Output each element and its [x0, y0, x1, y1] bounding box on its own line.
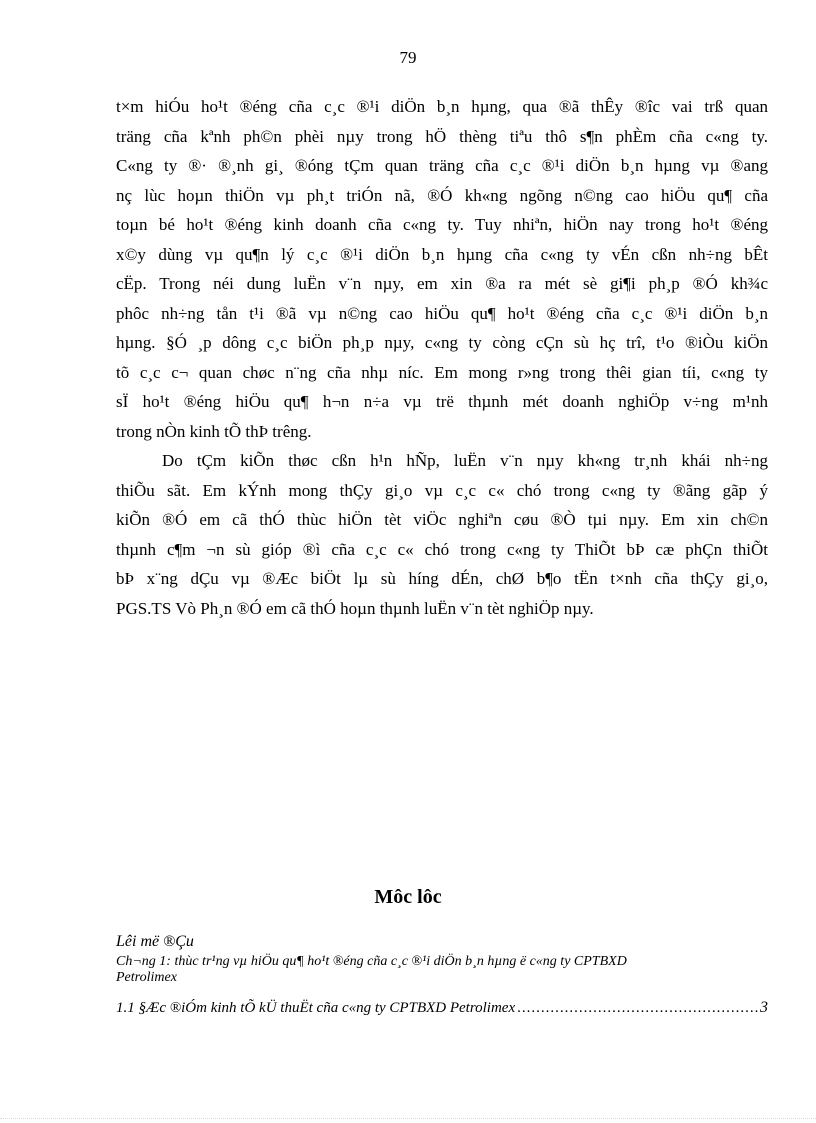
text-line: kiÕn ®Ó em cã thÓ thùc hiÖn tèt viÖc nghiªn cøu ®Ò tµi nµy. Em xin ch©n: [116, 510, 768, 529]
toc-entry-page: 3: [760, 999, 768, 1016]
text-line: trong nÒn kinh tÕ thÞ trêng.: [116, 421, 312, 441]
toc-preface[interactable]: Lêi më ®Çu: [116, 933, 194, 950]
text-line: hµng. §Ó ¸p dông c¸c biÖn ph¸p nµy, c«ng ty còng cÇn sù hç trî, t¹o ®iÒu kiÖn: [116, 333, 768, 352]
paragraph-conclusion: [116, 92, 768, 446]
text-line: träng cña kªnh ph©n phèi nµy trong hÖ thèng tiªu thô s¶n phÈm cña c«ng ty.: [116, 126, 768, 146]
text-line: x©y dùng vµ qu¶n lý c¸c ®¹i diÖn b¸n hµng cña c«ng ty vÉn cßn nh÷ng bÊt: [116, 244, 768, 264]
toc-entry-label: 1.1 §Æc ®iÓm kinh tÕ kÜ thuËt cña c«ng ty CPTBXD Petrolimex: [116, 1000, 516, 1016]
text-line: thµnh c¶m ¬n sù gióp ®ì cña c¸c c« chó trong c«ng ty ThiÕt bÞ cæ phÇn thiÕt: [116, 539, 768, 559]
body-text: [116, 92, 768, 623]
table-of-contents: [116, 932, 768, 1018]
toc-chapter-1[interactable]: [116, 954, 768, 986]
text-line: cËp. Trong néi dung luËn v¨n nµy, em xin ®a ra mét sè gi¶i ph¸p ®Ó kh¾c: [116, 274, 768, 293]
text-line: bÞ x¨ng dÇu vµ ®Æc biÖt lµ sù híng dÉn, chØ b¶o tËn t×nh cña thÇy gi¸o,: [116, 569, 768, 588]
page-bottom-rule: [0, 1118, 816, 1119]
text-line: C«ng ty ®· ®¸nh gi¸ ®óng tÇm quan träng cña c¸c ®¹i diÖn b¸n hµng vµ ®ang: [116, 156, 768, 175]
toc-dot-leader: [517, 998, 758, 1018]
text-line: phôc nh÷ng tån t¹i ®ã vµ n©ng cao hiÖu qu¶ ho¹t ®éng cña c¸c ®¹i diÖn b¸n: [116, 303, 768, 323]
page-number: 79: [399, 48, 417, 67]
toc-chapter-line: Ch¬ng 1: thùc tr¹ng vµ hiÖu qu¶ ho¹t ®éng cña c¸c ®¹i diÖn b¸n hµng ë c«ng ty CPTBXD: [116, 954, 627, 969]
text-line: Do tÇm kiÕn thøc cßn h¹n hÑp, luËn v¨n nµy kh«ng tr¸nh khái nh÷ng: [162, 451, 768, 470]
text-line: thiÕu sãt. Em kÝnh mong thÇy gi¸o vµ c¸c c« chó trong c«ng ty ®ãng gãp ý: [116, 480, 768, 500]
text-line: toµn bé ho¹t ®éng kinh doanh cña c«ng ty. Tuy nhiªn, hiÖn nay trong ho¹t ®éng: [116, 215, 768, 234]
text-line: nç lùc hoµn thiÖn vµ ph¸t triÓn nã, ®Ó kh«ng ngõng n©ng cao hiÖu qu¶ cña: [116, 185, 768, 205]
text-line: t×m hiÓu ho¹t ®éng cña c¸c ®¹i diÖn b¸n hµng, qua ®ã thÊy ®îc vai trß quan: [116, 97, 768, 116]
text-line: PGS.TS Vò Ph¸n ®Ó em cã thÓ hoµn thµnh luËn v¨n tèt nghiÖp nµy.: [116, 598, 594, 618]
text-line: sÏ ho¹t ®éng hiÖu qu¶ h¬n n÷a vµ trë thµnh mét doanh nghiÖp v÷ng m¹nh: [116, 392, 768, 411]
toc-title: Môc lôc: [374, 886, 442, 908]
toc-chapter-line: Petrolimex: [116, 970, 177, 985]
text-line: tõ c¸c c¬ quan chøc n¨ng cña nhµ níc. Em mong r»ng trong thêi gian tíi, c«ng ty: [116, 362, 768, 382]
toc-entry-1-1[interactable]: [116, 998, 768, 1018]
paragraph-acknowledgement: [116, 446, 768, 623]
